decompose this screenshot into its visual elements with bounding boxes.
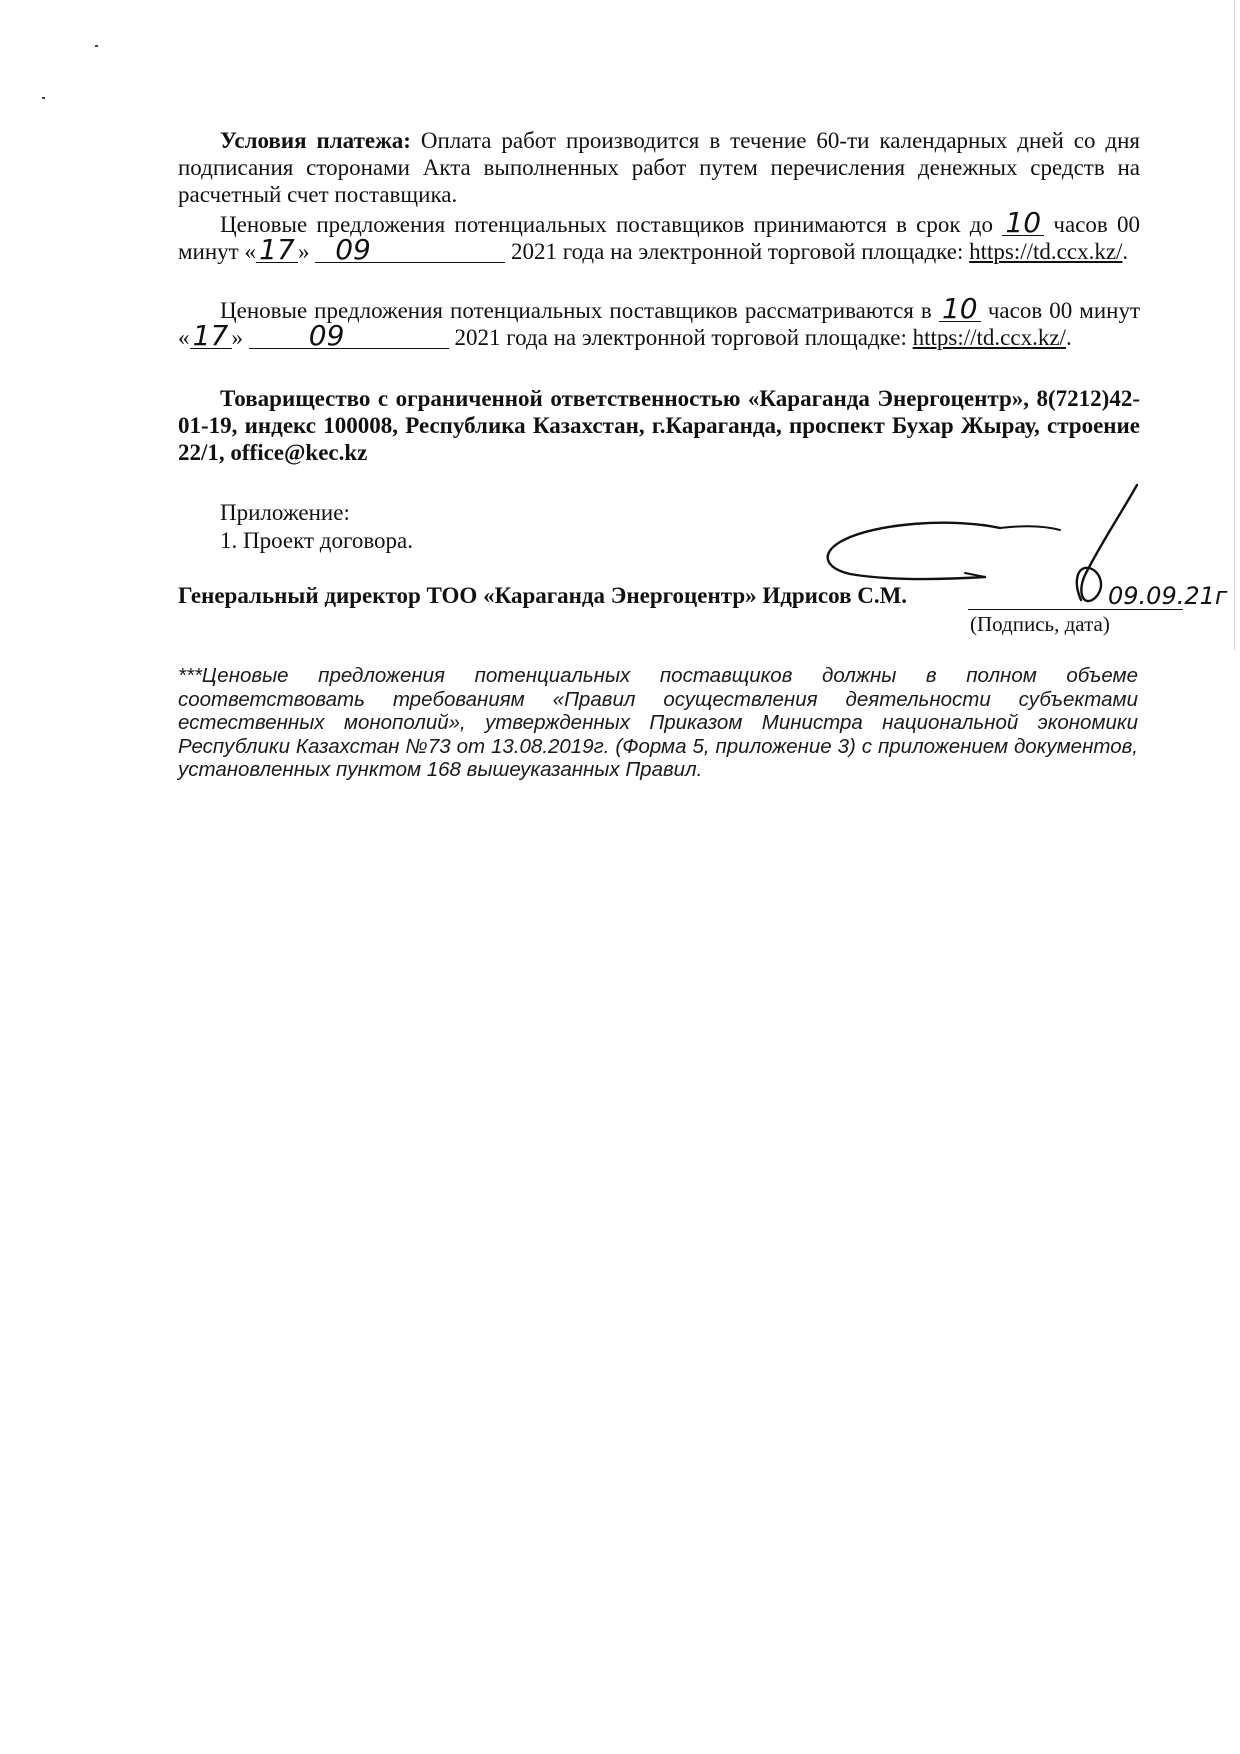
acceptance-text: Ценовые предложения потенциальных поставщиков принимаются в срок до — [220, 212, 1003, 237]
director-statement: Генеральный директор ТОО «Караганда Энергоцентр» Идрисов С.М. — [178, 583, 908, 608]
signature-caption: (Подпись, дата) — [970, 612, 1110, 636]
scan-speck — [95, 45, 98, 47]
review-url-link[interactable]: https://td.ccx.kz/ — [912, 325, 1066, 350]
acceptance-paragraph — [178, 206, 1140, 266]
acceptance-month-handwritten: 09 — [315, 238, 505, 263]
review-text: 2021 года на электронной торговой площадке: — [448, 325, 913, 350]
scan-speck — [42, 97, 45, 99]
review-day-handwritten: 17 — [190, 324, 232, 349]
review-paragraph — [178, 292, 1140, 352]
acceptance-text: » — [297, 239, 316, 264]
company-details-paragraph: Товарищество с ограниченной ответственностью «Караганда Энергоцентр», 8(7212)42-01-19, индекс 100008, Республика Казахстан, г.Караганда, проспект Бухар Жырау, строение 22/1, office@kec.kz — [178, 386, 1140, 465]
appendix-item: 1. Проект договора. — [220, 528, 413, 553]
review-text: . — [1065, 325, 1072, 350]
review-text: часов 00 минут « — [178, 298, 1140, 350]
requirements-note: ***Ценовые предложения потенциальных поставщиков должны в полном объеме соответствовать требованиям «Правил осуществления деятельности субъектами естественных монополий», утвержденных Приказом Министра национальной экономики Республики Казахстан №73 от 13.08.2019г. (Форма 5, приложение 3) с приложением документов, установленных пунктом 168 вышеуказанных Правил. — [178, 664, 1138, 781]
payment-conditions-label: Условия платежа: — [220, 128, 411, 153]
review-text: Ценовые предложения потенциальных поставщиков рассматриваются в — [220, 298, 939, 323]
acceptance-text: . — [1122, 239, 1129, 264]
scan-edge-line — [1234, 0, 1235, 650]
review-month-handwritten: 09 — [249, 324, 449, 349]
appendix-title: Приложение: — [220, 500, 350, 525]
signature-date-handwritten: 09.09.21г — [1108, 582, 1228, 610]
acceptance-day-handwritten: 17 — [256, 238, 298, 263]
acceptance-text: часов 00 минут « — [178, 212, 1140, 264]
review-hour-handwritten: 10 — [939, 297, 981, 322]
acceptance-text: 2021 года на электронной торговой площадке: — [505, 239, 970, 264]
payment-conditions-paragraph — [178, 127, 1140, 208]
payment-conditions-text: Оплата работ производится в течение 60-ти календарных дней со дня подписания сторонами Акта выполненных работ путем перечисления денежных средств на расчетный счет поставщика. — [178, 128, 1140, 207]
acceptance-url-link[interactable]: https://td.ccx.kz/ — [969, 239, 1123, 264]
review-text: » — [231, 325, 249, 350]
acceptance-hour-handwritten: 10 — [1002, 211, 1044, 236]
